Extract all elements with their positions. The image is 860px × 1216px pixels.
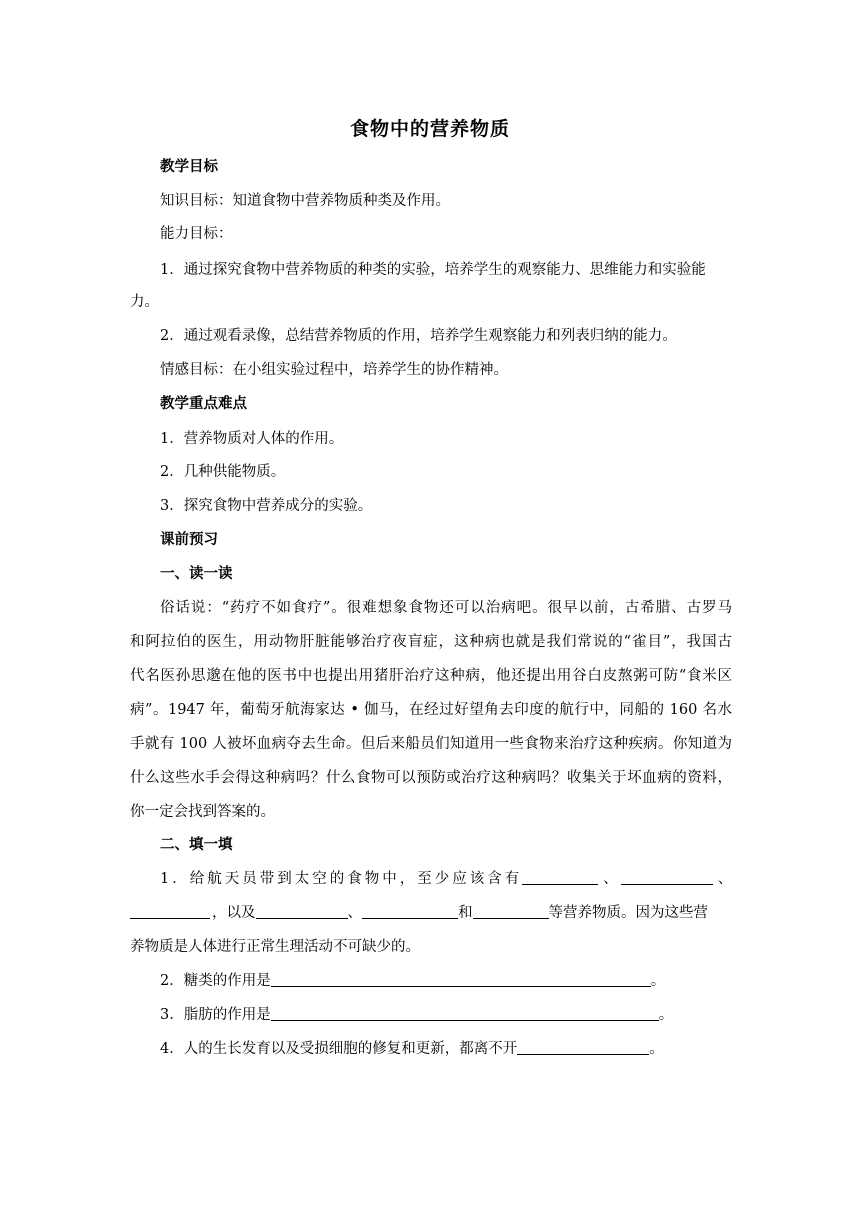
fill-blank-5[interactable] xyxy=(362,904,458,919)
fill-item-4 xyxy=(160,1039,732,1059)
fill-blank-1[interactable] xyxy=(522,870,598,885)
keypoint-2: 2．几种供能物质。 xyxy=(160,464,286,480)
subheading-read: 一、读一读 xyxy=(160,565,233,582)
separator-dun: 、 xyxy=(717,871,736,887)
read-paragraph-line: 手就有 100 人被坏血病夺去生命。但后来船员们知道用一些食物来治疗这种疾病。你知道为 xyxy=(130,736,732,752)
read-paragraph-line: 你一定会找到答案的。 xyxy=(130,804,275,820)
fill-blank-7[interactable] xyxy=(271,972,651,987)
fill-item-1-line-3: 养物质是人体进行正常生理活动不可缺少的。 xyxy=(130,939,420,955)
fill-item-1-line-2 xyxy=(130,903,732,923)
fill-item-4-prefix: 4．人的生长发育以及受损细胞的修复和更新，都离不开 xyxy=(160,1041,518,1057)
fill-blank-8[interactable] xyxy=(271,1006,659,1021)
separator-dun: 、 xyxy=(603,871,621,887)
page-title: 食物中的营养物质 xyxy=(349,118,510,140)
emotion-goal: 情感目标：在小组实验过程中，培养学生的协作精神。 xyxy=(160,362,508,378)
fill-item-1-suffix: 等营养物质。因为这些营 xyxy=(548,905,708,921)
read-paragraph-line: 病”。1947 年，葡萄牙航海家达 • 伽马，在经过好望角去印度的航行中，同船的 160 名水 xyxy=(130,702,732,718)
section-heading-keypoints: 教学重点难点 xyxy=(160,395,247,412)
read-paragraph-line: 俗话说：“药疗不如食疗”。很难想象食物还可以治病吧。很早以前，古希腊、古罗马 xyxy=(160,600,732,616)
fill-item-2-prefix: 2．糖类的作用是 xyxy=(160,973,271,989)
fill-item-2 xyxy=(160,971,732,991)
fill-blank-9[interactable] xyxy=(517,1040,649,1055)
section-heading-preview: 课前预习 xyxy=(160,531,218,548)
fill-item-3 xyxy=(160,1005,732,1025)
fill-blank-3[interactable] xyxy=(130,904,210,919)
period: 。 xyxy=(658,1007,674,1023)
fill-item-3-prefix: 3．脂肪的作用是 xyxy=(160,1007,271,1023)
knowledge-goal: 知识目标：知道食物中营养物质种类及作用。 xyxy=(160,193,450,209)
fill-blank-2[interactable] xyxy=(621,870,713,885)
ability-goal: 能力目标： xyxy=(160,226,233,242)
separator-dun: 、 xyxy=(347,905,362,921)
fill-item-1-he: 和 xyxy=(458,905,473,921)
keypoint-3: 3．探究食物中营养成分的实验。 xyxy=(160,498,373,514)
read-paragraph-line: 什么这些水手会得这种病吗？什么食物可以预防或治疗这种病吗？收集关于坏血病的资料， xyxy=(130,770,732,786)
fill-item-1 xyxy=(160,869,736,889)
section-heading-goals: 教学目标 xyxy=(160,158,218,175)
period: 。 xyxy=(650,973,666,989)
ability-item-1: 1．通过探究食物中营养物质的种类的实验，培养学生的观察能力、思维能力和实验能 xyxy=(160,262,706,278)
fill-item-1-yiji: ，以及 xyxy=(212,905,256,921)
fill-item-1-prefix: 1．给航天员带到太空的食物中，至少应该含有 xyxy=(160,871,523,887)
read-paragraph-line: 和阿拉伯的医生，用动物肝脏能够治疗夜盲症，这种病也就是我们常说的“雀目”，我国古 xyxy=(130,634,732,650)
keypoint-1: 1．营养物质对人体的作用。 xyxy=(160,431,344,447)
ability-item-2: 2．通过观看录像，总结营养物质的作用，培养学生观察能力和列表归纳的能力。 xyxy=(160,328,677,344)
fill-blank-6[interactable] xyxy=(473,904,549,919)
read-paragraph-line: 代名医孙思邈在他的医书中也提出用猪肝治疗这种病，他还提出用谷白皮熬粥可防“食米区 xyxy=(130,668,732,684)
fill-blank-4[interactable] xyxy=(256,904,348,919)
period: 。 xyxy=(649,1041,664,1057)
ability-item-1-cont: 力。 xyxy=(130,294,159,310)
subheading-fill: 二、填一填 xyxy=(160,836,233,853)
